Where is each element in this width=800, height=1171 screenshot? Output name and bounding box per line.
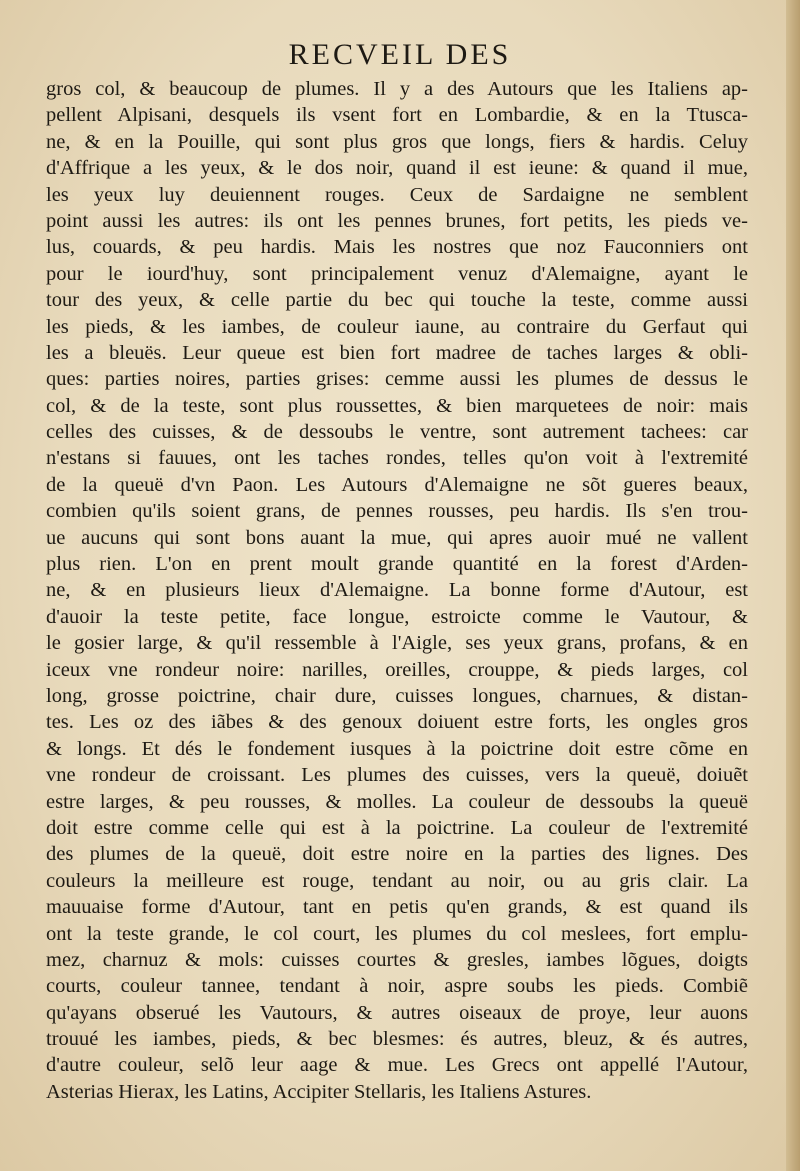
text-line: celles des cuisses, & de dessoubs le ventre, sont autrement tachees: car <box>46 421 748 444</box>
text-line: ne, & en plusieurs lieux d'Alemaigne. La bonne forme d'Autour, est <box>46 579 748 602</box>
text-line: point aussi les autres: ils ont les pennes brunes, fort petits, les pieds ve- <box>46 209 748 232</box>
text-line: & longs. Et dés le fondement iusques à la poictrine doit estre cõme en <box>46 737 748 760</box>
text-line: lus, couards, & peu hardis. Mais les nostres que noz Fauconniers ont <box>46 236 748 259</box>
text-line: doit estre comme celle qui est à la poictrine. La couleur de l'extremité <box>46 816 748 839</box>
text-line: gros col, & beaucoup de plumes. Il y a des Autours que les Italiens ap- <box>46 78 748 100</box>
text-line: les pieds, & les iambes, de couleur iaune, au contraire du Gerfaut qui <box>46 315 748 338</box>
text-line: qu'ayans obserué les Vautours, & autres oiseaux de proye, leur auons <box>46 1001 748 1024</box>
text-line: trouué les iambes, pieds, & bec blesmes: és autres, bleuz, & és autres, <box>46 1028 748 1051</box>
text-line: ue aucuns qui sont bons auant la mue, qui apres auoir mué ne vallent <box>46 526 748 549</box>
text-line: les a bleuës. Leur queue est bien fort madree de taches larges & obli- <box>46 341 748 364</box>
text-line: estre larges, & peu rousses, & molles. La couleur de dessoubs la queuë <box>46 790 748 813</box>
text-line: long, grosse poictrine, chair dure, cuisses longues, charnues, & distan- <box>46 684 748 707</box>
text-line: d'Affrique a les yeux, & le dos noir, quand il est ieune: & quand il mue, <box>46 157 748 180</box>
text-line: iceux vne rondeur noire: narilles, oreilles, crouppe, & pieds larges, col <box>46 658 748 681</box>
text-line: mez, charnuz & mols: cuisses courtes & gresles, iambes lõgues, doigts <box>46 948 748 971</box>
text-line: Asterias Hierax, les Latins, Accipiter Stellaris, les Italiens Astures. <box>46 1080 592 1103</box>
text-line: col, & de la teste, sont plus roussettes, & bien marquetees de noir: mais <box>46 394 748 417</box>
text-line: pour le iourd'huy, sont principalement venuz d'Alemaigne, ayant le <box>46 262 748 285</box>
text-line: d'auoir la teste petite, face longue, estroicte comme le Vautour, & <box>46 605 748 628</box>
text-line: courts, couleur tannee, tendant à noir, aspre soubs les pieds. Combiẽ <box>46 975 748 998</box>
text-line: pellent Alpisani, desquels ils vsent fort en Lombardie, & en la Ttusca- <box>46 104 748 127</box>
text-line: de la queuë d'vn Paon. Les Autours d'Alemaigne ne sõt gueres beaux, <box>46 473 748 496</box>
text-line: des plumes de la queuë, doit estre noire en la parties des lignes. Des <box>46 843 748 866</box>
text-line: ont la teste grande, le col court, les plumes du col meslees, fort emplu- <box>46 922 748 945</box>
text-line: ne, & en la Pouille, qui sont plus gros que longs, fiers & hardis. Celuy <box>46 130 748 153</box>
text-line: n'estans si fauues, ont les taches rondes, telles qu'on voit à l'extremité <box>46 447 748 470</box>
text-line: vne rondeur de croissant. Les plumes des cuisses, vers la queuë, doiuẽt <box>46 764 748 787</box>
text-line: le gosier large, & qu'il ressemble à l'Aigle, ses yeux grans, profans, & en <box>46 632 748 655</box>
text-line: mauuaise forme d'Autour, tant en petis qu'en grands, & est quand ils <box>46 896 748 919</box>
text-line: d'autre couleur, selõ leur aage & mue. Les Grecs ont appellé l'Autour, <box>46 1054 748 1077</box>
running-header: RECVEIL DES <box>288 38 512 71</box>
text-line: tour des yeux, & celle partie du bec qui touche la teste, comme aussi <box>46 289 748 312</box>
body-text <box>46 76 748 1105</box>
text-line: plus rien. L'on en prent moult grande quantité en la forest d'Arden- <box>46 553 748 576</box>
text-line: combien qu'ils soient grans, de pennes rousses, peu hardis. Ils s'en trou- <box>46 500 748 523</box>
text-line: couleurs la meilleure est rouge, tendant au noir, ou au gris clair. La <box>46 869 748 892</box>
page-edge <box>786 0 800 1171</box>
text-line: les yeux luy deuiennent rouges. Ceux de Sardaigne ne semblent <box>46 183 748 206</box>
text-line: tes. Les oz des iãbes & des genoux doiuent estre forts, les ongles gros <box>46 711 748 734</box>
text-line: ques: parties noires, parties grises: cemme aussi les plumes de dessus le <box>46 368 748 391</box>
